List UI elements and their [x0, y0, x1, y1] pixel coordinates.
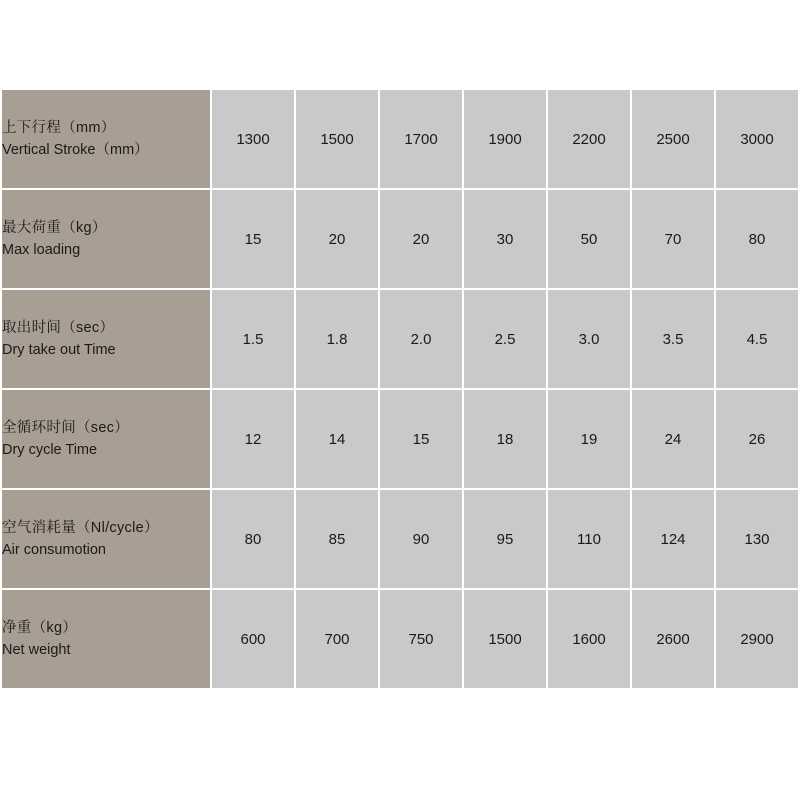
table-cell: 95 [463, 489, 547, 589]
table-cell: 80 [715, 189, 799, 289]
row-label-air-consumption [1, 489, 211, 589]
table-cell: 1.8 [295, 289, 379, 389]
table-cell: 15 [379, 389, 463, 489]
row-label-en: Dry take out Time [2, 342, 116, 358]
table-cell: 3.5 [631, 289, 715, 389]
table-cell: 1700 [379, 89, 463, 189]
table-cell: 19 [547, 389, 631, 489]
row-label-cn: 空气消耗量（Nl/cycle） [2, 519, 159, 536]
table-cell: 600 [211, 589, 295, 689]
table-cell: 1900 [463, 89, 547, 189]
table-cell: 70 [631, 189, 715, 289]
table-cell: 1500 [295, 89, 379, 189]
row-label-net-weight [1, 589, 211, 689]
table-cell: 3.0 [547, 289, 631, 389]
table-body [1, 89, 799, 689]
table-cell: 85 [295, 489, 379, 589]
table-cell: 1500 [463, 589, 547, 689]
row-label-cn: 上下行程（mm） [2, 119, 116, 136]
table-cell: 20 [379, 189, 463, 289]
row-label-en: Max loading [2, 242, 81, 258]
row-label-max-loading [1, 189, 211, 289]
table-cell: 90 [379, 489, 463, 589]
table-cell: 80 [211, 489, 295, 589]
table-cell: 20 [295, 189, 379, 289]
table-cell: 50 [547, 189, 631, 289]
row-label-en: Vertical Stroke（mm） [2, 142, 149, 158]
table-row [1, 289, 799, 389]
table-cell: 15 [211, 189, 295, 289]
table-cell: 4.5 [715, 289, 799, 389]
row-label-en: Air consumotion [2, 542, 106, 558]
table-cell: 700 [295, 589, 379, 689]
row-label-vertical-stroke [1, 89, 211, 189]
table-cell: 2.5 [463, 289, 547, 389]
table-row [1, 389, 799, 489]
row-label-cn: 最大荷重（kg） [2, 219, 107, 236]
table-cell: 124 [631, 489, 715, 589]
table-cell: 110 [547, 489, 631, 589]
specification-table [0, 88, 800, 690]
table-cell: 1.5 [211, 289, 295, 389]
table-cell: 130 [715, 489, 799, 589]
table-cell: 12 [211, 389, 295, 489]
table-row [1, 589, 799, 689]
table-cell: 24 [631, 389, 715, 489]
table-cell: 2200 [547, 89, 631, 189]
row-label-dry-cycle-time [1, 389, 211, 489]
table-row [1, 189, 799, 289]
table-cell: 18 [463, 389, 547, 489]
table-cell: 2500 [631, 89, 715, 189]
row-label-cn: 净重（kg） [2, 619, 78, 636]
table-cell: 14 [295, 389, 379, 489]
table-cell: 30 [463, 189, 547, 289]
table-cell: 26 [715, 389, 799, 489]
table-row [1, 489, 799, 589]
table-cell: 2900 [715, 589, 799, 689]
row-label-en: Dry cycle Time [2, 442, 98, 458]
table-row [1, 89, 799, 189]
row-label-cn: 取出时间（sec） [2, 319, 115, 336]
row-label-dry-take-out-time [1, 289, 211, 389]
row-label-cn: 全循环时间（sec） [2, 419, 130, 436]
table-cell: 2600 [631, 589, 715, 689]
table-cell: 750 [379, 589, 463, 689]
table-cell: 1600 [547, 589, 631, 689]
table-cell: 3000 [715, 89, 799, 189]
table-cell: 2.0 [379, 289, 463, 389]
row-label-en: Net weight [2, 642, 71, 658]
table-cell: 1300 [211, 89, 295, 189]
